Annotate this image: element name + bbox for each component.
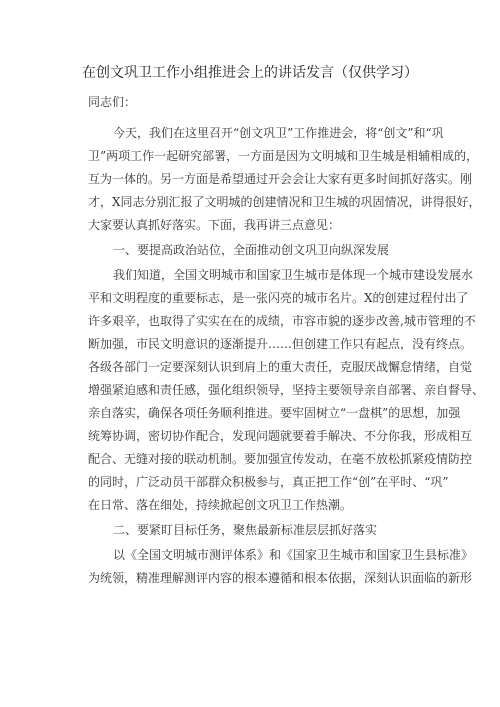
paragraph-line: 断加强，市民文明意识的逐渐提升……但创建工作只有起点，没有终点。 (88, 337, 473, 351)
salutation: 同志们： (88, 95, 137, 109)
paragraph-line: 今天，我们在这里召开“创文巩卫”工作推进会，将“创文”和“巩 (113, 126, 444, 140)
paragraph-line: 许多艰辛，也取得了实实在在的成绩，市容市貌的逐步改善,城市管理的不 (88, 314, 476, 328)
paragraph-line: 卫”两项工作一起研究部署，一方面是因为文明城和卫生城是相辅相成的， (88, 149, 479, 163)
paragraph-line: 互为一体的。另一方面是希望通过开会会让大家有更多时间抓好落实。刚 (88, 172, 473, 186)
paragraph-line: 大家要认真抓好落实。下面，我再讲三点意见： (88, 218, 341, 232)
paragraph-line: 我们知道，全国文明城市和国家卫生城市是体现一个城市建设发展水 (113, 268, 474, 282)
section-heading: 二、要紧盯目标任务，聚焦最新标准层层抓好落实 (113, 523, 378, 537)
section-heading: 一、要提高政治站位，全面推动创文巩卫向纵深发展 (113, 243, 390, 257)
paragraph-line: 平和文明程度的重要标志，是一张闪亮的城市名片。X的创建过程付出了 (88, 291, 469, 305)
paragraph-line: 的同时，广泛动员干部群众积极参与，真正把工作“创”在平时、“巩” (88, 475, 449, 489)
paragraph-line: 配合、无缝对接的联动机制。要加强宣传发动，在毫不放松抓紧疫情防控 (88, 452, 473, 466)
paragraph-line: 以《全国文明城市测评体系》和《国家卫生城市和国家卫生县标准》 (113, 548, 474, 562)
paragraph-line: 增强紧迫感和责任感，强化组织领导，坚持主要领导亲自部署、亲自督导、 (88, 383, 485, 397)
paragraph-line: 在日常、落在细处，持续掀起创文巩卫工作热潮。 (88, 498, 353, 512)
paragraph-line: 才，X同志分别汇报了文明城的创建情况和卫生城的巩固情况，讲得很好， (88, 195, 481, 209)
paragraph-line: 各级各部门一定要深刻认识到肩上的重大责任，克服厌战懈怠情绪，自觉 (88, 360, 473, 374)
document-title: 在创文巩卫工作小组推进会上的讲话发言（仅供学习） (82, 65, 418, 81)
paragraph-line: 为统领，精准理解测评内容的根本遵循和根本依据，深刻认识面临的新形 (88, 571, 473, 585)
paragraph-line: 亲自落实，确保各项任务顺利推进。要牢固树立“一盘棋”的思想，加强 (88, 406, 461, 420)
paragraph-line: 统筹协调，密切协作配合，发现问题就要着手解决、不分你我，形成相互 (88, 429, 473, 443)
